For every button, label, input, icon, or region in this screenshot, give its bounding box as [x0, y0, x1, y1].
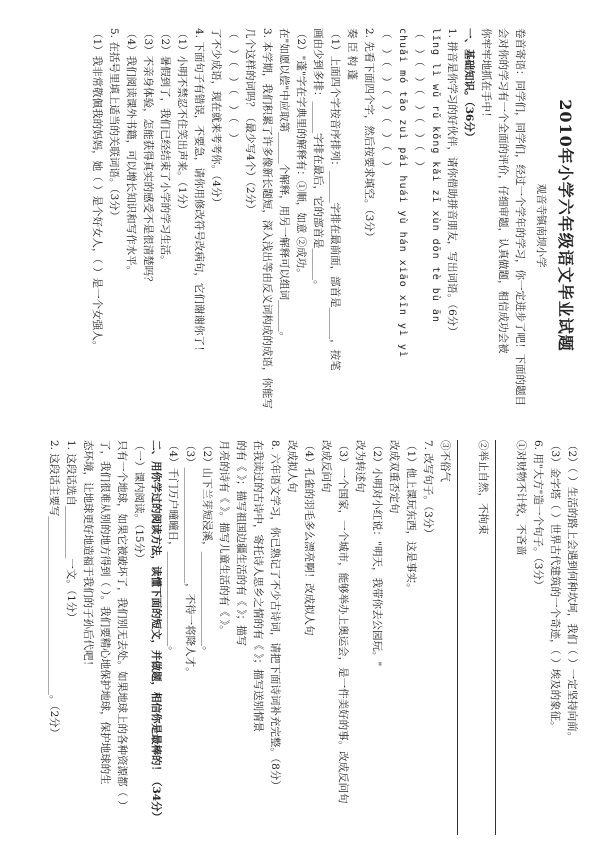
section-heading: 二、用你学过的阅读方法，读懂下面的短文，并做题，相信你是最棒的！（34分） [150, 440, 162, 823]
question-text: 几个这样的词吗？（最少写4个）（2分） [243, 28, 256, 215]
question-text: 3. 本学期，我们积累了许多像新长题短，深入浅出等由反义词构成的成语，你能写 [260, 28, 273, 409]
answer-line [495, 440, 510, 835]
question-text: （2）"蓬"字在字典里的解释有：①顺，如意 ②成功。 [294, 28, 307, 279]
question-text: （3）______________________，不待一将降人才。 [184, 440, 196, 678]
option-text: ②举止自然，不拘束 [477, 440, 489, 535]
passage-text: 只有一个地球，如果它被破坏了，我们别无去处。如果地球上的各种资源都（ ） [116, 440, 128, 811]
question-text: 改成反问句 [320, 440, 332, 493]
question-text: 在我读过的古诗中，寄托诗人思乡之情的有《 》；描写送别情景 [252, 440, 264, 733]
question-text: （1）我非常敬佩我的妈妈，她（ ）是个好女人，（ ）是一个女强人。 [90, 28, 103, 352]
passage-text: 态环境，让地球更好地造福于我们的子孙后代吧！ [82, 440, 94, 671]
pinyin-row: lǐng lì wǔ rǔ kǒng kǎi zī xùn dōn tè bù ān [430, 28, 442, 323]
question-text: （4）千门万户曈曈日，__________________。 [167, 440, 179, 657]
question-text: （1）上面四个字按音序排列：______字排在最前面，部首是______，按笔 [328, 28, 341, 371]
school-name: 观音寺镇南坝小学 [535, 183, 548, 268]
intro-line: 会对你的学习有一个全面的评价，仔细审题，认真做题，相信成功会被 [497, 28, 510, 354]
answer-line [457, 440, 472, 835]
question-text: （3）一个国家，一个城市，能够举办上奥运会，是一件美好的事。改成反问句 [337, 440, 349, 804]
intro-line: 卷首寄语：同学们，同学们，经过一个学年的学习，你一定进步了吧！下面的题目 [514, 28, 527, 406]
question-text: （2）山下兰芽短浸溪，__________________。 [201, 440, 213, 657]
question-text: （2）暑假到了，我们已经结束了小学的学习生活。 [158, 28, 171, 266]
question-text: （3）不亲身体验，怎能获得真实的感受不是很清楚吗？ [141, 28, 154, 287]
answer-brackets: （ ）（ ）（ ）（ ）（ ） [412, 28, 425, 174]
question-text: 月亮的诗有《 》。描写儿童生活的有《 》。 [218, 440, 230, 636]
question-text: 5. 在括号里填上适当的关联词语。（3分） [107, 28, 120, 222]
question-text: 改成双重否定句 [388, 440, 400, 514]
passage-text: 了，我们很难从别的地方得到（ ）。我们要精心地保护地球，保护地球的生 [99, 440, 111, 785]
question-text: 在"如愿以偿"中应取第______个解释，用另一解释可以组词______。 [277, 28, 290, 343]
question-text: 改成拟人句 [286, 440, 298, 493]
question-text: （3）金字塔（ ）世界古代建筑的一个奇迹，（ ）埃及的象征。 [549, 440, 561, 732]
exam-title: 2010年小学六年级语文毕业试题 [556, 99, 575, 352]
question-text: （1）他上课玩东西，这是事实。 [405, 440, 417, 594]
pinyin-row: chuǎi mó tāo zuì pái huái yù hán xiāo xīn yì yì [396, 28, 408, 358]
question-text: （一）课内阅读。（15分） [133, 440, 145, 564]
question-text: （2）小明对小红说："明天，我带你去公园玩。" [371, 440, 383, 667]
question-text: 6. 用"大方"造一个句子。（3分） [532, 440, 544, 591]
question-text: 2. 先看下面四个字，然后按要求填空。（3分） [362, 28, 375, 243]
question-text: 7. 改写句子。（3分） [422, 440, 434, 539]
question-text: 画由少到多排：______字排在最后，它的部首是______。 [311, 28, 324, 291]
right-column [45, 440, 580, 835]
question-text: （4）孔雀的羽毛多么漂亮啊！改成拟人句 [303, 440, 315, 636]
question-text: （1）小明不禁忍不住笑出声来。（1分） [175, 28, 188, 215]
question-text: 1. 这段话选自__________一文。（1分） [65, 440, 77, 623]
option-text: ③不俗气 [439, 440, 451, 482]
question-text: 的有《 》；描写祖国边疆生活的有《 》；描写 [235, 440, 247, 647]
question-text: 2. 这段话主要写__________________________________。（2分） [48, 440, 60, 739]
option-text: ①对财物不计较，不吝啬 [515, 440, 527, 556]
section-heading: 一、基础知识。（36分） [463, 28, 476, 143]
answer-brackets: （ ）（ ）（ ）（ ）（ ） [379, 28, 392, 174]
question-text: （4）我们阅读课外书籍，可以增长知识和写作水平。 [124, 28, 137, 277]
question-text: 奏 臣 构 蓬 [345, 28, 358, 81]
intro-line: 你牢牢地抓在手中！ [480, 28, 493, 123]
question-text: 1. 拼音是你学习的好伙伴，请你借助拼音朋友，写出词语。（6分） [446, 28, 459, 337]
answer-brackets: （ ）（ ）（ ）（ ） [226, 28, 239, 146]
question-text: 4. 下面句子有错误，不要急，请你用修改符号改病句，它们谢谢你了！ [192, 28, 205, 357]
question-text: 8. 六年语文学习，你已熟记了不少古诗词，请把下面诗词补充完整。（8分） [269, 440, 281, 791]
left-column [88, 28, 580, 423]
question-text: 了不少成语，现在就来考考你。（4分） [209, 28, 222, 208]
question-text: 改为转述句 [354, 440, 366, 493]
question-text: （2）（ ）生活的路上会遇到何种坎坷，我们（ ）一定坚持向前。 [566, 440, 578, 743]
